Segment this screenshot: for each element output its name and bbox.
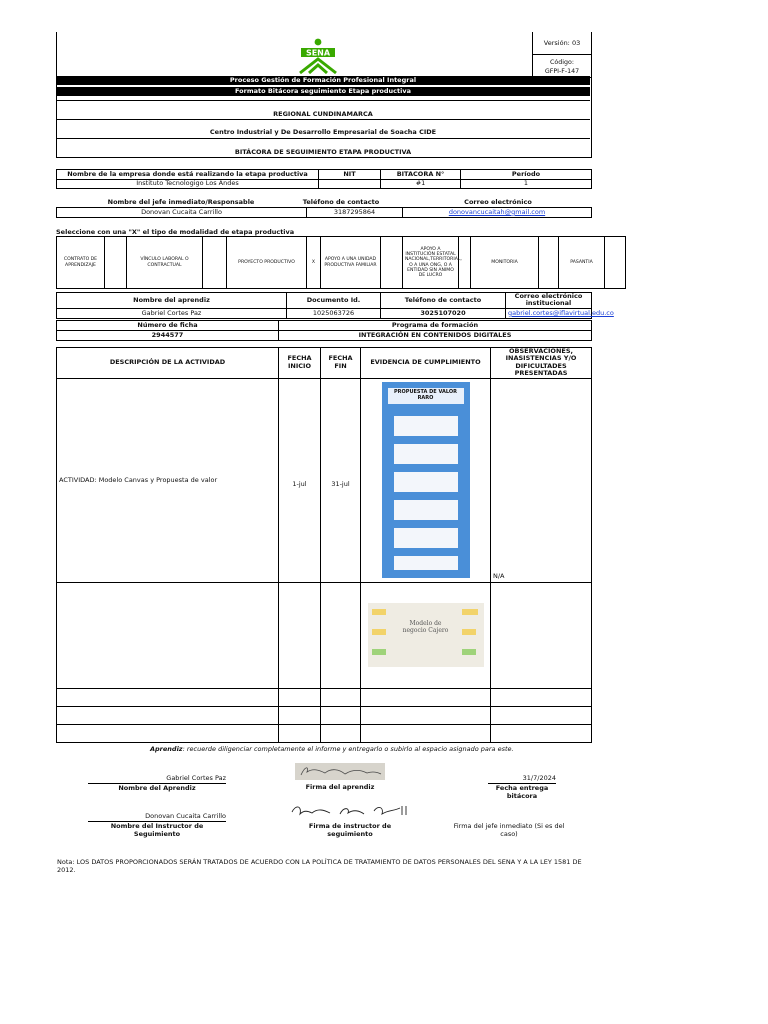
empresa-nit-value (319, 180, 381, 189)
regional-label: REGIONAL CUNDINAMARCA (56, 100, 590, 119)
modalidad-institucion-checkbox[interactable] (459, 237, 471, 289)
modalidad-pasantia-checkbox[interactable] (605, 237, 626, 289)
table-row (57, 688, 592, 706)
modalidad-monitoria-checkbox[interactable] (539, 237, 559, 289)
actividad-fin-value: 31-jul (321, 378, 361, 582)
evidencia-image-box (394, 500, 458, 520)
ficha-header: Número de ficha (57, 321, 279, 331)
table-row (57, 706, 592, 724)
bitacora-title: BITÁCORA DE SEGUIMIENTO ETAPA PRODUCTIVA (56, 138, 590, 157)
firma-aprendiz-label: Firma del aprendiz (305, 783, 375, 791)
firma-instructor-signature (290, 802, 408, 820)
actividad-fin-header: FECHA FIN (321, 348, 361, 379)
modalidad-monitoria-label: MONITORIA (471, 237, 539, 289)
firma-jefe-label: Firma del jefe inmediato (Si es del caso) (453, 822, 565, 838)
modalidad-contrato-label: CONTRATO DE APRENDIZAJE (57, 237, 105, 289)
aprendiz-telefono-header: Teléfono de contacto (381, 293, 506, 309)
modalidad-table (56, 236, 626, 289)
evidencia-image-box (394, 528, 458, 548)
modalidad-unidad-familiar-label: APOYO A UNA UNIDAD PRODUCTIVA FAMILIAR (321, 237, 381, 289)
ficha-table (56, 320, 592, 341)
evidencia-image-box (394, 416, 458, 436)
programa-header: Programa de formación (279, 321, 592, 331)
nota-aprendiz-label: Aprendiz (150, 745, 183, 753)
modalidad-proyecto-label: PROYECTO PRODUCTIVO (227, 237, 307, 289)
evidencia-image-sticky (462, 609, 478, 615)
aprendiz-nombre-label: Nombre del Aprendiz (88, 783, 226, 792)
ficha-value: 2944577 (57, 331, 279, 341)
aprendiz-documento-value: 1025063726 (287, 308, 381, 318)
evidencia-cell-1 (361, 378, 491, 582)
modalidad-contrato-checkbox[interactable] (105, 237, 127, 289)
evidencia-image-sticky (372, 629, 386, 635)
jefe-correo-header: Correo electrónico (464, 198, 532, 206)
firma-aprendiz-signature (295, 763, 385, 780)
aprendiz-nombre-header: Nombre del aprendiz (57, 293, 287, 309)
table-row (57, 378, 592, 582)
evidencia-image-propuesta-valor[interactable] (382, 382, 470, 578)
sena-logo (296, 38, 340, 74)
empresa-nombre-header: Nombre de la empresa donde está realizando la etapa productiva (57, 170, 319, 180)
actividad-desc-header: DESCRIPCIÓN DE LA ACTIVIDAD (57, 348, 279, 379)
jefe-table (56, 207, 592, 218)
empresa-table (56, 169, 592, 189)
periodo-header: Período (461, 170, 592, 180)
actividad-fin-empty (321, 582, 361, 688)
aprendiz-nombre-firma: Gabriel Cortes Paz (166, 774, 226, 782)
jefe-telefono-value: 3187295864 (307, 208, 403, 218)
jefe-value: Donovan Cucaita Carrillo (57, 208, 307, 218)
fecha-entrega-label: Fecha entrega bitácora (488, 783, 556, 800)
bitacora-num-value: #1 (381, 180, 461, 189)
evidencia-image-title: PROPUESTA DE VALOR RARO (388, 388, 464, 404)
nota-datos-personales: Nota: LOS DATOS PROPORCIONADOS SERÁN TRATADOS DE ACUERDO CON LA POLÍTICA DE TRATAMIENTO DE DATOS PERSONALES DEL SENA Y A LA LEY 1581 DE 2012. (57, 858, 582, 874)
code-label: Código: GFPI-F-147 (544, 59, 580, 75)
programa-value: INTEGRACIÓN EN CONTENIDOS DIGITALES (279, 331, 592, 341)
empresa-nombre-value: Instituto Tecnologigo Los Andes (57, 180, 319, 189)
actividad-inicio-value: 1-jul (279, 378, 321, 582)
sena-logo-text: SENA (305, 48, 331, 58)
modalidad-unidad-familiar-checkbox[interactable] (381, 237, 403, 289)
actividad-obs-value: N/A (491, 378, 592, 582)
evidencia-image-sticky (372, 649, 386, 655)
aprendiz-correo-link[interactable]: gabriel.cortes@iflavirtual.edu.co (506, 308, 592, 318)
modalidad-pasantia-label: PASANTIA (559, 237, 605, 289)
modalidad-title: Seleccione con una "X" el tipo de modalidad de etapa productiva (56, 228, 295, 236)
jefe-telefono-header: Teléfono de contacto (302, 198, 380, 206)
evidencia-image-box (394, 556, 458, 570)
aprendiz-documento-header: Documento Id. (287, 293, 381, 309)
modalidad-vinculo-checkbox[interactable] (203, 237, 227, 289)
modalidad-proyecto-checkbox[interactable]: X (307, 237, 321, 289)
nota-aprendiz-text: : recuerde diligenciar completamente el informe y entregarlo o subirlo al espacio asignado para este. (182, 745, 514, 753)
process-title-bar: Proceso Gestión de Formación Profesional Integral (56, 76, 590, 85)
empresa-nit-header: NIT (319, 170, 381, 180)
nota-aprendiz (150, 745, 590, 753)
instructor-nombre-label: Nombre del Instructor de Seguimiento (88, 821, 226, 838)
fecha-entrega-value: 31/7/2024 (522, 774, 556, 782)
actividad-desc-empty (57, 582, 279, 688)
aprendiz-table (56, 292, 614, 319)
firma-instructor-label: Firma de instructor de seguimiento (308, 822, 392, 838)
aprendiz-correo-header: Correo electrónico institucional (506, 293, 592, 309)
version-box (532, 32, 592, 78)
evidencia-image-box (394, 472, 458, 492)
actividad-inicio-header: FECHA INICIO (279, 348, 321, 379)
evidencia-cell-2 (361, 582, 491, 688)
table-row (57, 582, 592, 688)
evidencia-image-sticky (462, 649, 476, 655)
actividades-table (56, 347, 592, 743)
evidencia-image-box (394, 444, 458, 464)
actividad-obs-empty (491, 582, 592, 688)
centro-label: Centro Industrial y De Desarrollo Empresarial de Soacha CIDE (56, 119, 590, 138)
actividad-evidencia-header: EVIDENCIA DE CUMPLIMIENTO (361, 348, 491, 379)
bitacora-num-header: BITACORA N° (381, 170, 461, 180)
jefe-correo-link[interactable]: donovancucaitah@gmail.com (403, 208, 592, 218)
evidencia-image-modelo-negocio[interactable] (368, 603, 484, 667)
evidencia-image-sticky (372, 609, 386, 615)
modalidad-vinculo-label: VÍNCULO LABORAL O CONTRACTUAL (127, 237, 203, 289)
aprendiz-telefono-value: 3025107020 (381, 308, 506, 318)
table-row (57, 724, 592, 742)
periodo-value: 1 (461, 180, 592, 189)
version-label: Versión: 03 (533, 32, 591, 55)
modalidad-institucion-label: APOYO A INSTITUCIÓN ESTATAL NACIONAL,TERRITORIAL, O A UNA ONG, O A ENTIDAD SIN ANIMO DE LUCRO (403, 237, 459, 289)
actividad-inicio-empty (279, 582, 321, 688)
aprendiz-nombre-value: Gabriel Cortes Paz (57, 308, 287, 318)
actividad-obs-header: OBSERVACIONES, INASISTENCIAS Y/O DIFICULTADES PRESENTADAS (491, 348, 592, 379)
format-title-bar: Formato Bitácora seguimiento Etapa productiva (56, 87, 590, 96)
jefe-header: Nombre del jefe inmediato/Responsable (107, 198, 255, 206)
evidencia-image-center-text: Modelo de negocio Cajero (402, 620, 449, 635)
evidencia-image-sticky (462, 629, 476, 635)
instructor-nombre-firma: Donovan Cucaita Carrillo (145, 812, 226, 820)
actividad-desc-value: ACTIVIDAD: Modelo Canvas y Propuesta de valor (57, 378, 279, 582)
